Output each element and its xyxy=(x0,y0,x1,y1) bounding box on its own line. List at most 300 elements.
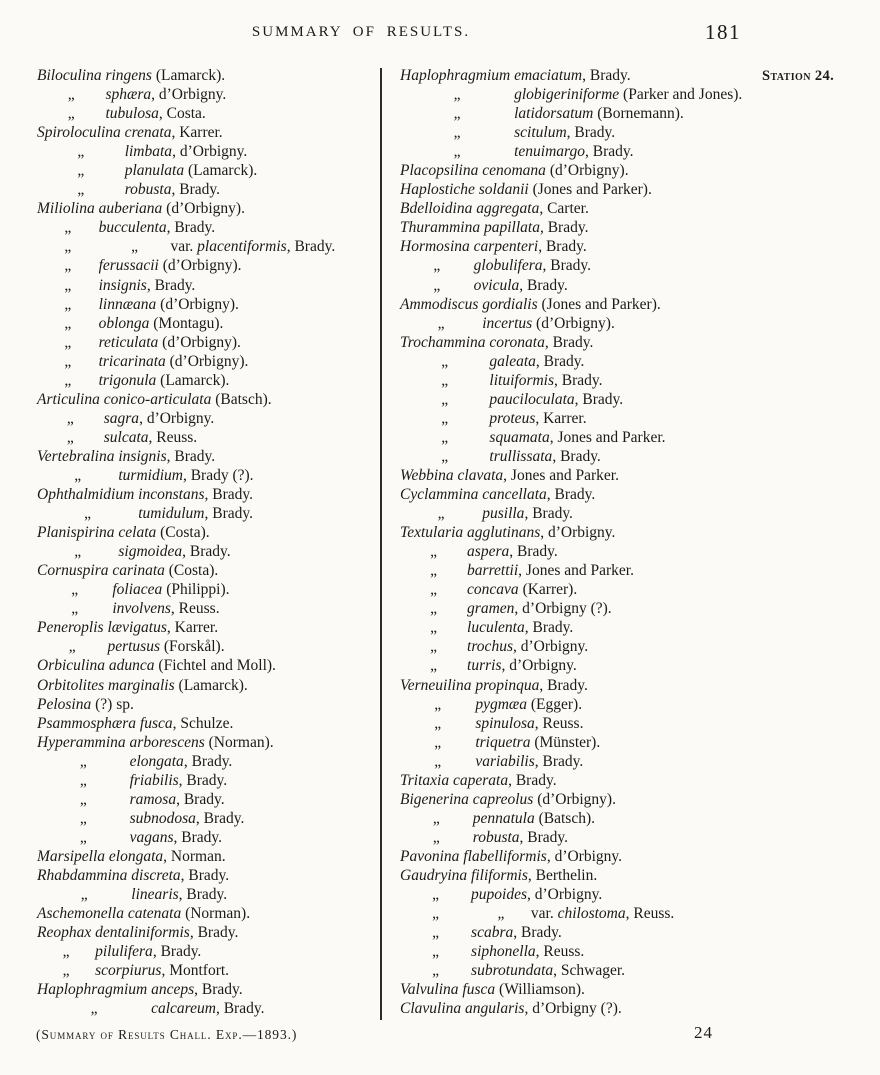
species-row xyxy=(37,828,379,847)
species-name: sagra xyxy=(103,409,140,427)
species-name: involvens xyxy=(112,600,171,618)
ditto-spacer xyxy=(400,85,514,104)
ditto-mark: „ xyxy=(430,581,437,599)
species-row xyxy=(400,333,764,352)
species-row xyxy=(37,733,379,752)
species-name: Miliolina auberiana xyxy=(37,200,163,218)
species-row xyxy=(37,237,379,256)
species-name: Textularia agglutinans xyxy=(400,524,541,542)
ditto-mark: „ xyxy=(437,314,445,332)
species-row xyxy=(400,314,764,333)
ditto-spacer xyxy=(37,314,99,333)
ditto-spacer xyxy=(400,371,489,390)
authority: , d’Orbigny. xyxy=(501,657,577,675)
species-name: variabilis xyxy=(475,752,535,770)
species-row xyxy=(400,237,764,256)
species-row xyxy=(400,561,764,580)
species-row xyxy=(400,485,764,504)
authority: (Bornemann). xyxy=(593,105,684,123)
authority: (Costa). xyxy=(156,524,210,542)
species-name: trochus xyxy=(467,638,513,656)
ditto-spacer xyxy=(400,256,474,275)
authority: , Brady. xyxy=(508,771,557,789)
ditto-mark: „ xyxy=(84,505,92,523)
species-name: robusta xyxy=(124,181,172,199)
page-number: 181 xyxy=(705,20,741,44)
species-row xyxy=(400,752,764,771)
running-header: SUMMARY OF RESULTS. xyxy=(251,24,471,40)
footer-signature-line: (Summary of Results Chall. Exp.—1893.) xyxy=(36,1027,298,1042)
species-row xyxy=(37,961,379,980)
species-name: Marsipella elongata xyxy=(37,847,164,865)
species-row xyxy=(37,561,379,580)
species-name: Rhabdammina discreta xyxy=(37,866,181,884)
species-row xyxy=(400,866,764,885)
species-name: Valvulina fusca xyxy=(400,981,496,999)
species-row xyxy=(400,961,764,980)
species-row xyxy=(37,809,379,828)
ditto-mark: „ xyxy=(131,238,138,256)
species-name: chilostoma xyxy=(557,905,626,923)
ditto-spacer xyxy=(400,104,514,123)
species-name: tumidulum xyxy=(138,505,205,523)
species-name: siphonella xyxy=(471,943,536,961)
species-row xyxy=(37,885,379,904)
species-name: Pavonina flabelliformis xyxy=(400,847,547,865)
ditto-spacer xyxy=(471,904,531,923)
species-row xyxy=(37,923,379,942)
species-name: elongata xyxy=(129,752,184,770)
authority: (Costa). xyxy=(164,562,219,580)
species-name: triquetra xyxy=(475,733,531,751)
authority: (d’Orbigny). xyxy=(158,257,242,275)
ditto-spacer xyxy=(37,237,99,256)
species-name: Cornuspira carinata xyxy=(37,562,165,580)
ditto-mark: „ xyxy=(68,638,76,656)
ditto-spacer xyxy=(37,828,130,847)
ditto-spacer xyxy=(37,104,105,123)
ditto-spacer xyxy=(400,580,467,599)
species-row xyxy=(400,733,764,752)
authority: , d’Orbigny. xyxy=(151,86,227,104)
species-row xyxy=(37,790,379,809)
authority: , Brady. xyxy=(542,257,592,275)
ditto-mark: „ xyxy=(453,86,461,104)
ditto-mark: „ xyxy=(79,828,87,846)
ditto-spacer xyxy=(37,371,99,390)
species-name: sulcata xyxy=(103,428,149,446)
species-row xyxy=(37,656,379,675)
species-name: Aschemonella catenata xyxy=(37,905,182,923)
authority: , Brady. xyxy=(539,219,589,237)
authority: , Brady. xyxy=(582,67,631,84)
ditto-mark: „ xyxy=(441,409,449,427)
species-name: Placopsilina cenomana xyxy=(400,162,546,180)
species-name: sigmoidea xyxy=(118,543,183,561)
species-name: Psammosphæra fusca xyxy=(37,714,173,732)
species-row xyxy=(400,390,764,409)
species-name: pilulifera xyxy=(95,943,153,961)
species-row xyxy=(37,295,379,314)
authority: , Brady. xyxy=(194,981,243,999)
species-row xyxy=(400,256,764,275)
authority: (d’Orbigny). xyxy=(158,333,241,351)
authority: (Jones and Parker). xyxy=(537,295,661,313)
species-name: reticulata xyxy=(98,333,159,351)
species-name: lituiformis xyxy=(489,371,555,389)
species-row xyxy=(400,218,764,237)
species-name: oblonga xyxy=(98,314,150,332)
ditto-spacer xyxy=(400,390,489,409)
authority: , Jones and Parker. xyxy=(503,466,619,484)
ditto-spacer xyxy=(400,961,471,980)
ditto-spacer xyxy=(400,923,471,942)
species-name: Planispirina celata xyxy=(37,524,157,542)
species-row xyxy=(37,523,379,542)
authority: , Berthelin. xyxy=(527,866,598,884)
ditto-mark: „ xyxy=(77,162,85,180)
species-name: turris xyxy=(467,657,502,675)
ditto-mark: „ xyxy=(441,352,449,370)
ditto-spacer xyxy=(37,180,125,199)
ditto-mark: „ xyxy=(64,352,72,370)
species-name: trigonula xyxy=(98,371,157,389)
ditto-spacer xyxy=(400,123,514,142)
species-row xyxy=(400,942,764,961)
species-row xyxy=(37,142,379,161)
authority: (d’Orbigny). xyxy=(533,790,616,808)
species-row xyxy=(400,142,764,161)
ditto-mark: „ xyxy=(434,733,442,751)
ditto-spacer xyxy=(400,409,489,428)
species-row xyxy=(400,466,764,485)
ditto-mark: „ xyxy=(79,790,87,808)
ditto-spacer xyxy=(37,885,131,904)
authority: , Brady. xyxy=(546,486,596,504)
ditto-mark: „ xyxy=(64,333,72,351)
ditto-mark: „ xyxy=(66,409,74,427)
ditto-mark: „ xyxy=(441,390,449,408)
ditto-spacer xyxy=(37,466,118,485)
authority: , Brady. xyxy=(189,924,239,942)
species-row xyxy=(400,828,764,847)
species-name: tricarinata xyxy=(98,352,166,370)
authority: , Brady. xyxy=(534,752,584,770)
species-name: Ophthalmidium inconstans xyxy=(37,486,205,504)
species-row xyxy=(37,847,379,866)
authority: , Brady. xyxy=(215,1000,265,1018)
ditto-mark: „ xyxy=(64,314,72,332)
species-row xyxy=(37,314,379,333)
authority: , Brady. xyxy=(544,333,594,351)
ditto-spacer xyxy=(400,504,482,523)
species-row xyxy=(400,714,764,733)
ditto-spacer xyxy=(400,542,467,561)
ditto-spacer xyxy=(400,142,514,161)
species-row xyxy=(37,695,379,714)
authority: (d’Orbigny). xyxy=(165,352,249,370)
ditto-spacer xyxy=(400,695,475,714)
authority: , Reuss. xyxy=(535,943,585,961)
authority: (Jones and Parker). xyxy=(528,181,652,199)
authority: , d’Orbigny (?). xyxy=(514,600,612,618)
ditto-mark: „ xyxy=(74,543,82,561)
species-row xyxy=(400,161,764,180)
ditto-spacer xyxy=(400,904,471,923)
authority: , d’Orbigny. xyxy=(512,638,589,656)
variety-label: var. xyxy=(530,905,558,923)
authority: (d’Orbigny). xyxy=(162,200,245,218)
authority: (Karrer). xyxy=(518,581,578,599)
ditto-spacer xyxy=(37,809,130,828)
ditto-spacer xyxy=(37,256,99,275)
species-row xyxy=(400,980,764,999)
species-row xyxy=(400,637,764,656)
authority: , Brady. xyxy=(182,543,231,561)
species-name: Peneroplis lævigatus xyxy=(37,619,167,637)
ditto-mark: „ xyxy=(432,924,439,942)
species-name: subrotundata xyxy=(471,962,554,980)
species-name: Cyclammina cancellata xyxy=(400,486,547,504)
ditto-mark: „ xyxy=(433,257,441,275)
species-name: concava xyxy=(467,581,519,599)
ditto-mark: „ xyxy=(434,695,442,713)
authority: , Brady. xyxy=(178,886,228,904)
species-name: sphæra xyxy=(105,86,152,104)
species-row xyxy=(37,447,379,466)
species-row xyxy=(37,618,379,637)
authority: , Brady. xyxy=(566,124,616,142)
species-row xyxy=(37,428,379,447)
authority: , Karrer. xyxy=(166,619,219,637)
species-name: tubulosa xyxy=(105,105,159,123)
authority: , d’Orbigny. xyxy=(139,409,215,427)
ditto-spacer xyxy=(37,218,99,237)
ditto-spacer xyxy=(400,447,489,466)
ditto-mark: „ xyxy=(77,143,85,161)
species-name: friabilis xyxy=(129,771,179,789)
ditto-spacer xyxy=(400,714,475,733)
species-name: Reophax dentaliniformis xyxy=(37,924,190,942)
species-row xyxy=(400,885,764,904)
species-row xyxy=(37,276,379,295)
authority: (Montagu). xyxy=(149,314,224,332)
margin-note-station: Station 24. xyxy=(762,68,835,84)
ditto-mark: „ xyxy=(64,371,72,389)
authority: (Fichtel and Moll). xyxy=(154,657,276,675)
species-row xyxy=(37,866,379,885)
species-row xyxy=(37,199,379,218)
authority: , d’Orbigny. xyxy=(527,886,603,904)
species-row xyxy=(400,771,764,790)
ditto-spacer xyxy=(37,542,118,561)
species-row xyxy=(400,447,764,466)
authority: , Brady. xyxy=(538,238,587,256)
ditto-mark: „ xyxy=(66,428,74,446)
species-row xyxy=(400,428,764,447)
species-row xyxy=(37,504,379,523)
authority: , Brady. xyxy=(509,543,558,561)
ditto-spacer xyxy=(37,295,99,314)
ditto-spacer xyxy=(37,637,107,656)
species-row xyxy=(400,542,764,561)
species-row xyxy=(400,352,764,371)
ditto-mark: „ xyxy=(453,124,461,142)
species-row xyxy=(400,676,764,695)
authority: , d’Orbigny (?). xyxy=(524,1000,622,1018)
species-row xyxy=(400,504,764,523)
ditto-spacer xyxy=(37,504,138,523)
species-name: pauciloculata xyxy=(489,390,575,408)
ditto-mark: „ xyxy=(79,771,87,789)
species-row xyxy=(400,656,764,675)
authority: , Brady. xyxy=(519,828,569,846)
species-row xyxy=(400,580,764,599)
species-name: pusilla xyxy=(482,505,525,523)
species-row xyxy=(37,66,379,85)
ditto-mark: „ xyxy=(432,905,439,923)
ditto-mark: „ xyxy=(80,886,88,904)
ditto-mark: „ xyxy=(497,905,505,923)
variety-label: var. xyxy=(170,238,198,256)
ditto-spacer xyxy=(400,352,489,371)
species-name: vagans xyxy=(129,828,174,846)
species-row xyxy=(37,599,379,618)
species-row xyxy=(37,942,379,961)
species-row xyxy=(37,104,379,123)
authority: (Münster). xyxy=(530,733,601,751)
ditto-spacer xyxy=(37,161,125,180)
ditto-spacer xyxy=(37,942,95,961)
species-name: trullissata xyxy=(489,447,553,465)
ditto-mark: „ xyxy=(432,886,439,904)
ditto-mark: „ xyxy=(64,238,72,256)
ditto-mark: „ xyxy=(437,505,445,523)
species-list-left-column xyxy=(37,66,379,1018)
species-name: linearis xyxy=(131,886,179,904)
ditto-mark: „ xyxy=(432,943,439,961)
species-name: Bigenerina capreolus xyxy=(400,790,534,808)
species-row xyxy=(400,276,764,295)
species-name: tenuimargo xyxy=(514,143,586,161)
ditto-spacer xyxy=(37,999,151,1018)
species-name: calcareum xyxy=(151,1000,216,1018)
species-row xyxy=(37,409,379,428)
species-name: Tritaxia caperata xyxy=(400,771,509,789)
species-row xyxy=(400,523,764,542)
authority: , Carter. xyxy=(539,200,589,218)
species-row xyxy=(400,790,764,809)
species-name: Ammodiscus gordialis xyxy=(400,295,538,313)
authority: , Brady. xyxy=(195,809,245,827)
species-row xyxy=(37,352,379,371)
authority: , Brady. xyxy=(574,390,624,408)
ditto-mark: „ xyxy=(62,943,70,961)
ditto-spacer xyxy=(37,599,112,618)
species-name: subnodosa xyxy=(129,809,196,827)
species-name: scitulum xyxy=(514,124,567,142)
ditto-mark: „ xyxy=(430,619,437,637)
species-name: Spiroloculina crenata xyxy=(37,124,172,142)
authority: , Brady. xyxy=(535,352,585,370)
species-row xyxy=(37,752,379,771)
ditto-spacer xyxy=(37,580,112,599)
species-row xyxy=(37,161,379,180)
species-name: placentiformis xyxy=(197,238,287,256)
species-row xyxy=(37,371,379,390)
species-name: globulifera xyxy=(473,257,543,275)
species-name: ramosa xyxy=(129,790,177,808)
species-name: pertusus xyxy=(107,638,161,656)
ditto-mark: „ xyxy=(441,371,449,389)
species-name: Trochammina coronata xyxy=(400,333,545,351)
species-row xyxy=(400,695,764,714)
ditto-spacer xyxy=(37,333,99,352)
authority: , Brady. xyxy=(524,619,574,637)
ditto-spacer xyxy=(400,428,489,447)
species-name: limbata xyxy=(124,143,173,161)
species-name: luculenta xyxy=(467,619,525,637)
ditto-mark: „ xyxy=(430,543,437,561)
ditto-spacer xyxy=(37,790,130,809)
species-name: Biloculina ringens xyxy=(37,67,152,84)
species-name: bucculenta xyxy=(98,219,167,237)
species-row xyxy=(37,123,379,142)
ditto-spacer xyxy=(400,599,467,618)
ditto-spacer xyxy=(99,237,171,256)
authority: , Reuss. xyxy=(148,428,198,446)
ditto-mark: „ xyxy=(441,428,449,446)
species-name: Hyperammina arborescens xyxy=(37,733,205,751)
ditto-spacer xyxy=(400,276,474,295)
authority: (Lamarck). xyxy=(184,162,258,180)
species-row xyxy=(400,409,764,428)
species-row xyxy=(37,333,379,352)
authority: , Brady. xyxy=(524,505,573,523)
ditto-mark: „ xyxy=(430,638,437,656)
column-divider-rule xyxy=(380,68,382,1020)
authority: , Montfort. xyxy=(161,962,230,980)
authority: , Brady. xyxy=(166,219,216,237)
species-row xyxy=(37,85,379,104)
species-name: Hormosina carpenteri xyxy=(400,238,539,256)
species-name: Haplophragmium anceps xyxy=(37,981,195,999)
authority: , Brady (?). xyxy=(182,466,254,484)
ditto-mark: „ xyxy=(64,295,72,313)
species-name: Orbiculina adunca xyxy=(37,657,155,675)
species-name: Webbina clavata xyxy=(400,466,504,484)
ditto-mark: „ xyxy=(64,257,72,275)
ditto-mark: „ xyxy=(71,600,79,618)
authority: , Norman. xyxy=(163,847,226,865)
authority: , Jones and Parker. xyxy=(518,562,634,580)
species-name: Bdelloidina aggregata xyxy=(400,200,540,218)
authority: , d’Orbigny. xyxy=(172,143,248,161)
authority: (d’Orbigny). xyxy=(532,314,615,332)
species-row xyxy=(37,580,379,599)
ditto-spacer xyxy=(37,409,104,428)
authority: (Lamarck). xyxy=(156,371,230,389)
authority: , Brady. xyxy=(178,771,228,789)
species-name: Haplostiche soldanii xyxy=(400,181,529,199)
species-name: barrettii xyxy=(467,562,519,580)
species-name: spinulosa xyxy=(475,714,535,732)
species-name: pupoides xyxy=(471,886,528,904)
authority: , Reuss. xyxy=(534,714,584,732)
species-name: proteus xyxy=(489,409,536,427)
species-name: Articulina conico-articulata xyxy=(37,390,212,408)
species-name: turmidium xyxy=(118,466,183,484)
